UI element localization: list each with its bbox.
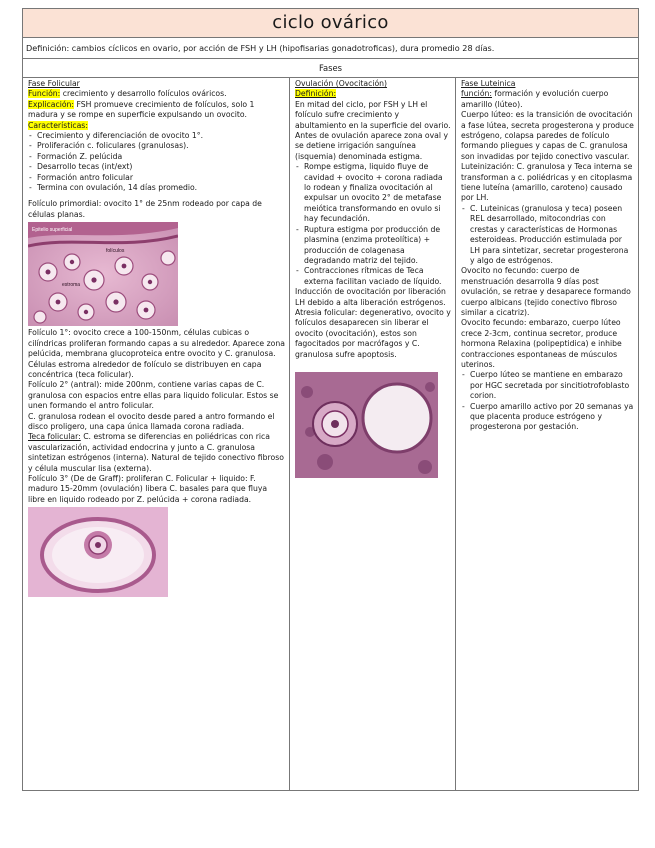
list-item: - Ruptura estigma por producción de plasmina (enzima proteolítica) + producción de colagenasa degradando matriz del tejido.	[295, 225, 451, 267]
list-item: - Cuerpo amarillo activo por 20 semanas ya que placenta produce estrógeno y progesterona por gestación.	[461, 402, 634, 433]
funcion-text: formación y evolución cuerpo amarillo (lúteo).	[461, 89, 609, 109]
column-heading: Fase Folicular	[28, 79, 80, 88]
cuerpo-luteo-paragraph: Cuerpo lúteo: es la transición de ovocitación a fase lútea, secreta progesterona y produce estrógeno, colapsa paredes de folículo formando pliegues y capas de C. granulosa son invadidas por tejido conectivo vascular.	[461, 110, 634, 161]
list-item: - Crecimiento y diferenciación de ovocito 1°.	[28, 131, 285, 141]
explicacion-paragraph	[28, 100, 285, 121]
list-item: - Proliferación c. foliculares (granulosas).	[28, 141, 285, 151]
definition-row: Definición: cambios cíclicos en ovario, por acción de FSH y LH (hipofisarias gonadotroficas), dura promedio 28 días.	[23, 38, 638, 59]
definicion-label: Definición:	[295, 89, 337, 99]
column-heading: Fase Luteinica	[461, 79, 516, 88]
teca-paragraph	[28, 432, 285, 474]
list-item: - Cuerpo lúteo se mantiene en embarazo por HGC secretada por sincitiotrofoblasto corion.	[461, 370, 634, 401]
list-item: - Rompe estigma, liquido fluye de cavidad + ovocito + corona radiada lo rodean y finaliza ovocitación al expulsar un ovocito 2° de metafase meiótica transformando en ovulo si hay fecundación.	[295, 162, 451, 224]
list-item: - Contracciones rítmicas de Teca externa facilitan vaciado de líquido.	[295, 266, 451, 287]
img-label-estroma: estroma	[62, 282, 81, 289]
funcion-label: Función:	[28, 89, 61, 99]
granulosa-paragraph: C. granulosa rodean el ovocito desde pared a antro formando el disco proligero, una capa única llamada corona radiada.	[28, 411, 275, 431]
funcion-paragraph	[461, 89, 634, 110]
list-item: - Desarrollo tecas (int/ext)	[28, 162, 285, 172]
phases-table	[23, 77, 638, 790]
funcion-label: función:	[461, 89, 492, 99]
list-item: - Termina con ovulación, 14 días promedio.	[28, 183, 285, 193]
histology-image-primordial	[28, 222, 178, 326]
funcion-paragraph	[28, 89, 285, 99]
fecundo-paragraph: Ovocito fecundo: embarazo, cuerpo lúteo crece 2-3cm, continua secretor, produce hormona Relaxina (polipeptidica) e inhibe contracciones espontaneas de músculos uterinos.	[461, 318, 622, 369]
teca-label: Teca folicular:	[28, 432, 81, 442]
explicacion-label: Explicación:	[28, 99, 75, 109]
list-item: - Formación antro folicular	[28, 173, 285, 183]
explicacion-text: FSH promueve crecimiento de folículos, solo 1 madura y se rompe en superficie expulsando un ovocito.	[28, 99, 255, 120]
luteinizacion-paragraph: Luteinización: C. granulosa y Teca interna se transforman a c. poliédricas y en citoplasma tiene luteína (amarillo, caroteno) causado por LH.	[461, 162, 633, 203]
funcion-text: crecimiento y desarrollo folículos ováricos.	[60, 89, 227, 99]
cuerpo-list	[461, 370, 634, 432]
img-label-epitelio: Epitelio superficial	[32, 227, 73, 234]
list-item: - C. Luteinicas (granulosa y teca) poseen REL desarrollado, mitocondrias con crestas y características de Hormonas esteroideas. Producción estimulada por LH para sintetizar, secretar progesterona y algo de estrógenos.	[461, 204, 634, 266]
atresia-paragraph: Atresia folicular: degenerativo, ovocito y folículos desaparecen sin liberar el ovocito (ovocitación), estos son fagocitados por macrófagos y C. granulosa sufre apoptosis.	[295, 307, 451, 359]
ovulacion-intro: En mitad del ciclo, por FSH y LH el folículo sufre crecimiento y abultamiento en la superficie del ovario. Antes de ovulación aparece zona oval y se detiene irrigación sanguínea (isquemia) denominada estigma.	[295, 99, 451, 161]
f3-paragraph: Folículo 3° (De de Graff): proliferan C. Folicular + liquido: F. maduro 15-20mm (ovulación) libera C. basales para que fluya libre en liquido rodeado por Z. pelúcida + corona radiada.	[28, 473, 268, 504]
fases-header: Fases	[23, 59, 638, 78]
histology-image-ovulacion	[295, 372, 438, 478]
f2-paragraph: Folículo 2° (antral): mide 200nm, contiene varias capas de C. granulosa con espacios entre ellas para liquido folicular. Estos se unen formando el antro folicular.	[28, 380, 279, 411]
induccion-paragraph: Inducción de ovocitación por liberación LH debido a alta liberación estrógenos.	[295, 287, 446, 307]
column-fase-luteinica	[456, 77, 638, 790]
column-heading: Ovulación (Ovocitación)	[295, 79, 388, 88]
list-item: - Formación Z. pelúcida	[28, 152, 285, 162]
img-label-foliculos: folículos	[106, 248, 125, 255]
column-ovulacion	[290, 77, 456, 790]
teca-text: C. estroma se diferencias en poliédricas con rica vascularización, actividad endocrina y junto a C. granulosa sintetizan estrógenos (interna). Natural de tejido conectivo fibroso y célula muscular lisa (externa).	[28, 432, 284, 473]
document-page	[22, 8, 639, 791]
histology-image-graaf	[28, 507, 168, 597]
luteinicas-list	[461, 204, 634, 266]
no-fecundo-paragraph: Ovocito no fecundo: cuerpo de menstruación desarrolla 9 días post ovulación, se retrae y desaparece formando cuerpo albicans (tejido conectivo fibroso similar a cicatriz).	[461, 266, 631, 317]
column-fase-folicular	[23, 77, 290, 790]
page-title: ciclo ovárico	[23, 9, 638, 38]
caracteristicas-list	[28, 131, 285, 193]
ovulacion-list	[295, 162, 451, 287]
f1-paragraph: Folículo 1°: ovocito crece a 100-150nm, células cubicas o cilíndricas proliferan formando capas a su alrededor. Aparece zona pelúcida, membrana glucoproteica entre ovocito y C. granulosa.	[28, 328, 285, 359]
primordial-paragraph: Folículo primordial: ovocito 1° de 25nm rodeado por capa de células planas.	[28, 199, 262, 219]
estroma-paragraph: Células estroma alrededor de folículo se distribuyen en capa concéntrica (teca folicular).	[28, 359, 262, 379]
caracteristicas-label: Características:	[28, 120, 88, 130]
